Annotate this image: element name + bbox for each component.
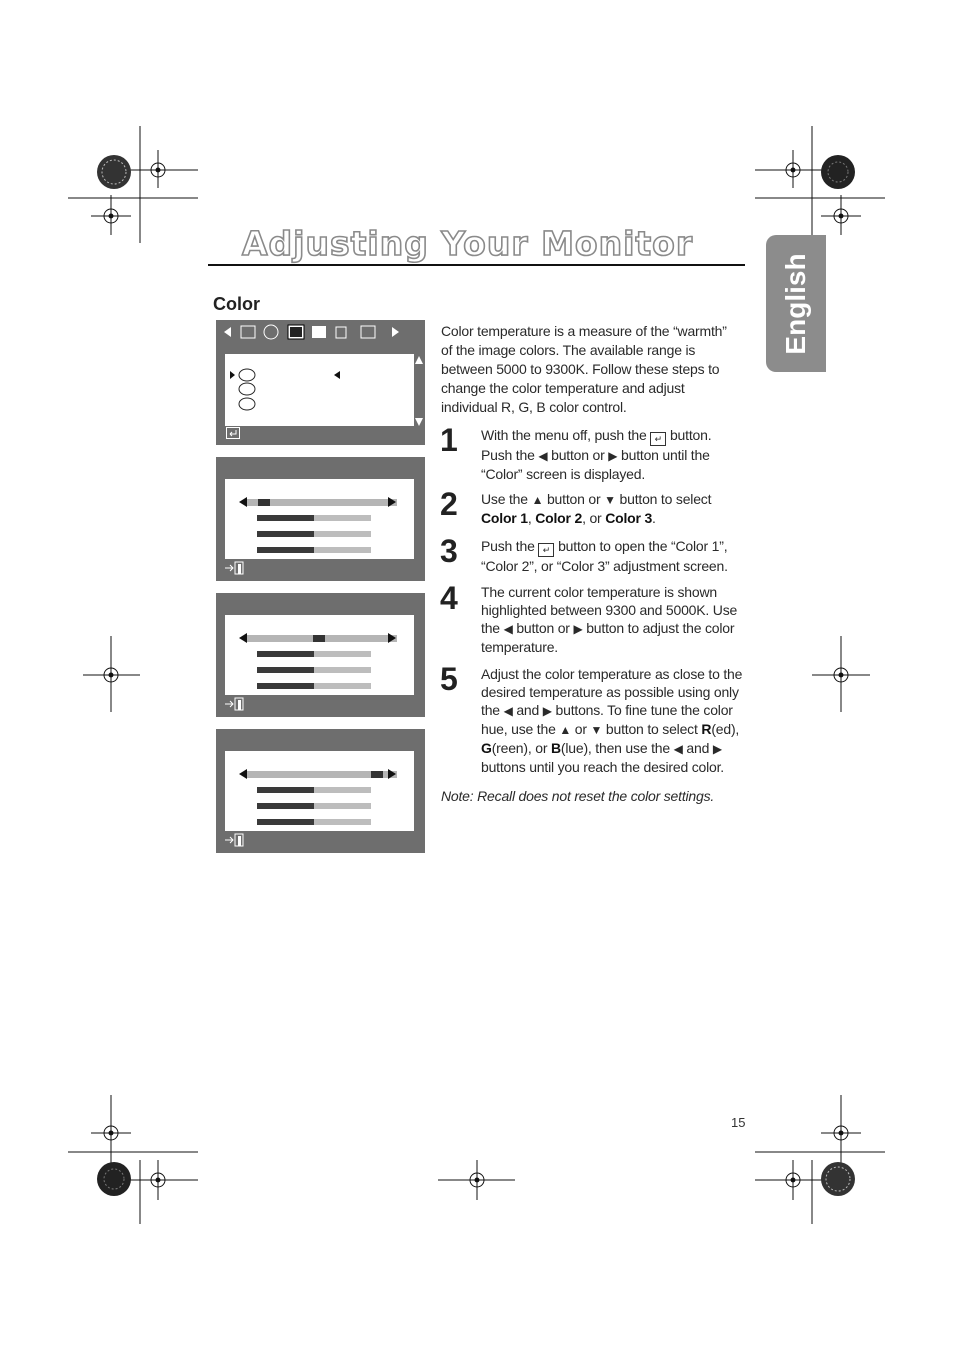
osd-color-adjust-3 xyxy=(216,729,425,853)
intro-paragraph: Color temperature is a measure of the “warmth” of the image colors. The available range is between 5000 to 9300K. Follow these steps to change the color temperature and adjust individual R, G, B color control. xyxy=(441,323,727,415)
left-arrow-icon: ◀ xyxy=(538,449,548,463)
down-arrow-icon: ▼ xyxy=(604,493,616,507)
right-arrow-icon xyxy=(392,327,399,337)
temperature-knob xyxy=(371,771,383,778)
step-3-text: Push the ↵ button to open the “Color 1”, “Color 2”, or “Color 3” adjustment screen. xyxy=(481,538,728,574)
step-number: 4 xyxy=(440,580,458,616)
left-arrow-icon xyxy=(224,327,231,337)
exit-icon xyxy=(224,561,246,575)
exit-icon xyxy=(224,697,246,711)
language-tab-label: English xyxy=(780,252,811,355)
left-arrow-icon: ◀ xyxy=(673,742,683,756)
osd-toolbar xyxy=(216,320,425,350)
page-title: Adjusting Your Monitor xyxy=(242,224,694,263)
language-tab xyxy=(766,235,826,372)
step-2-text: Use the ▲ button or ▼ button to select Color 1, Color 2, or Color 3. xyxy=(481,491,712,526)
position-icon xyxy=(241,326,255,338)
geometry-icon xyxy=(264,325,278,339)
right-arrow-icon: ▶ xyxy=(542,704,552,718)
osd-scrollbar xyxy=(415,356,423,426)
enter-icon: ↵ xyxy=(538,543,554,557)
osd-color-adjust-2 xyxy=(216,593,425,717)
section-title: Color xyxy=(213,294,260,314)
osd-color-adjust-1 xyxy=(216,457,425,581)
step-number: 3 xyxy=(440,533,458,569)
enter-icon xyxy=(226,427,240,439)
left-arrow-icon: ◀ xyxy=(503,704,513,718)
selection-arrow-icon xyxy=(230,371,235,379)
step-number: 1 xyxy=(440,422,458,458)
step-number: 5 xyxy=(440,661,458,697)
osd-list-panel xyxy=(225,354,414,426)
step-number: 2 xyxy=(440,486,458,522)
value-arrow-icon xyxy=(334,371,340,379)
enter-icon: ↵ xyxy=(650,432,666,446)
menu-position-icon xyxy=(361,326,375,338)
down-arrow-icon: ▼ xyxy=(590,723,603,737)
right-arrow-icon: ▶ xyxy=(573,622,583,636)
note: Note: Recall does not reset the color settings. xyxy=(441,788,715,804)
title-rule xyxy=(208,264,745,266)
step-1-text: With the menu off, push the ↵ button. Push the ◀ button or ▶ button until the “Color” screen is displayed. xyxy=(481,427,712,482)
temperature-knob xyxy=(313,635,325,642)
right-arrow-icon: ▶ xyxy=(712,742,722,756)
page-number: 15 xyxy=(731,1115,746,1130)
up-arrow-icon: ▲ xyxy=(531,493,544,507)
step-4-text: The current color temperature is shown highlighted between 9300 and 5000K. Use the ◀ button or ▶ button to adjust the color temperature. xyxy=(481,584,738,655)
right-arrow-icon: ▶ xyxy=(608,449,618,463)
osd-color-menu xyxy=(216,320,425,445)
palette-icon xyxy=(239,369,255,410)
left-arrow-icon: ◀ xyxy=(503,622,513,636)
moire-icon xyxy=(312,326,326,338)
exit-icon xyxy=(224,833,246,847)
step-5-text: Adjust the color temperature as close to the desired temperature as possible using only the ◀ and ▶ buttons. To fine tune the color hue, use the ▲ or ▼ button to select R(ed), G(reen), or B(lue), then use the ◀ and ▶ buttons until you reach the desired color. xyxy=(481,666,743,775)
temperature-knob xyxy=(258,499,270,506)
up-arrow-icon: ▲ xyxy=(559,723,572,737)
recall-icon xyxy=(336,327,346,338)
